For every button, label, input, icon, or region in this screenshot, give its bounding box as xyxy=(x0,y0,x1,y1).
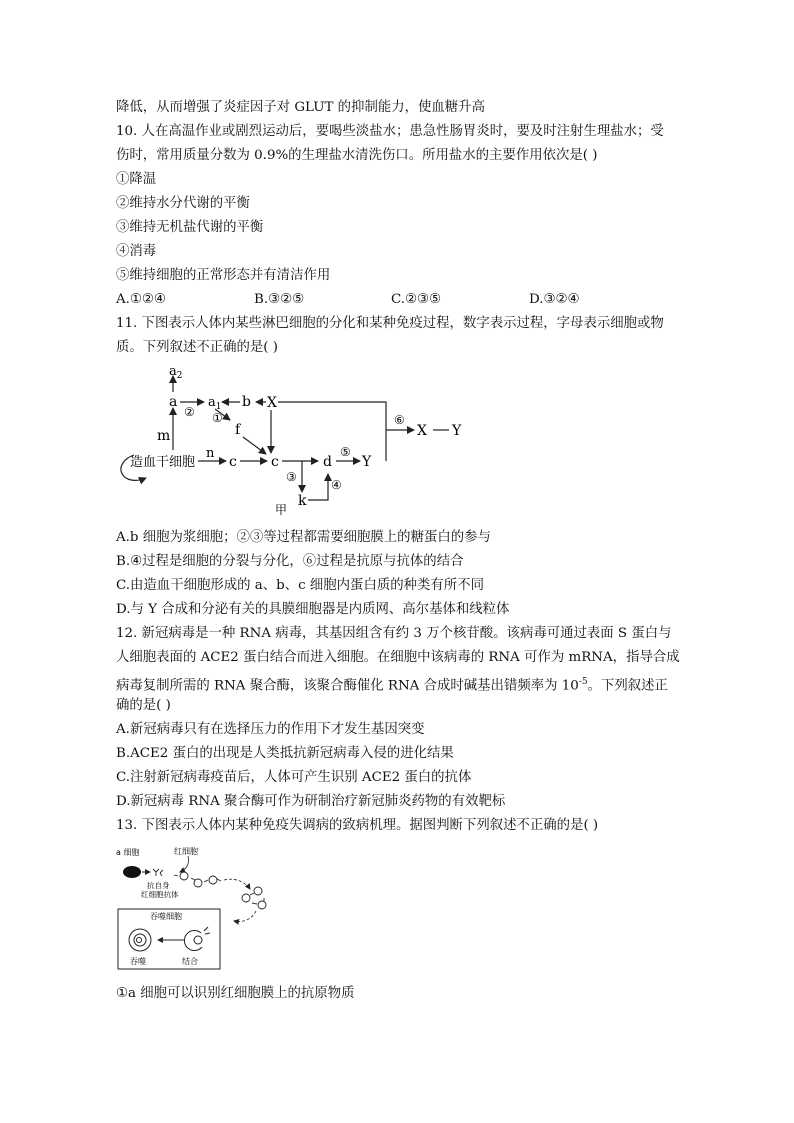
q11-figure xyxy=(116,360,476,520)
label-y2: Y xyxy=(452,423,462,439)
q10-option-a[interactable]: A.①②④ xyxy=(116,292,166,307)
label-x2: X xyxy=(417,423,427,439)
rbc-label: 红细胞 xyxy=(174,847,198,856)
question-10-stem-cont: 伤时，常用质量分数为 0.9%的生理盐水清洗伤口。所用盐水的主要作用依次是( ) xyxy=(116,148,598,163)
label-n: n xyxy=(206,446,215,461)
q11-option-c[interactable]: C.由造血干细胞形成的 a、b、c 细胞内蛋白质的种类有所不同 xyxy=(116,578,484,593)
label-k: k xyxy=(298,493,307,509)
q12-option-c[interactable]: C.注射新冠病毒疫苗后，人体可产生识别 ACE2 蛋白的抗体 xyxy=(116,770,472,785)
question-13-stem: 13. 下图表示人体内某种免疫失调病的致病机理。据图判断下列叙述不正确的是( ) xyxy=(116,818,599,833)
q12-option-d[interactable]: D.新冠病毒 RNA 聚合酶可作为研制治疗新冠肺炎药物的有效靶标 xyxy=(116,794,506,809)
label-jia: 甲 xyxy=(275,503,288,517)
a-cell-shape xyxy=(123,866,141,878)
label-a1: $a_1$ xyxy=(208,395,222,412)
label-c2: c xyxy=(271,454,279,470)
question-11-stem-cont: 质。下列叙述不正确的是( ) xyxy=(116,340,279,355)
label-y: Y xyxy=(362,454,372,470)
label-a2: $a_2$ xyxy=(169,364,183,381)
stem-cell-label: 造血干细胞 xyxy=(130,455,196,470)
process-2: ② xyxy=(184,405,195,419)
engulf-label: 吞噬 xyxy=(130,957,146,966)
label-b: b xyxy=(242,394,251,410)
q11-option-b[interactable]: B.④过程是细胞的分裂与分化，⑥过程是抗原与抗体的结合 xyxy=(116,554,464,569)
process-3: ③ xyxy=(286,470,297,484)
label-a: a xyxy=(169,394,178,410)
q12-option-b[interactable]: B.ACE2 蛋白的出现是人类抵抗新冠病毒入侵的进化结果 xyxy=(116,746,454,761)
question-12-stem-cont3: 确的是( ) xyxy=(116,698,171,713)
engulf-cell-icon xyxy=(129,929,151,951)
q13-statement-1: ①a 细胞可以识别红细胞膜上的抗原物质 xyxy=(116,986,355,1001)
label-c1: c xyxy=(229,454,237,470)
q10-option-c[interactable]: C.②③⑤ xyxy=(391,292,442,307)
question-12-stem-cont: 人细胞表面的 ACE2 蛋白结合而进入细胞。在细胞中该病毒的 RNA 可作为 mRNA，指导合成 xyxy=(116,650,680,665)
process-4: ④ xyxy=(331,478,342,492)
label-m: m xyxy=(157,428,171,444)
item-5: ⑤维持细胞的正常形态并有清洁作用 xyxy=(116,268,331,283)
q12-option-a[interactable]: A.新冠病毒只有在选择压力的作用下才发生基因突变 xyxy=(116,722,425,737)
q10-option-b[interactable]: B.③②⑤ xyxy=(254,292,305,307)
label-x: X xyxy=(267,395,277,411)
bind-cell-icon xyxy=(184,927,210,951)
question-12-stem: 12. 新冠病毒是一种 RNA 病毒，其基因组含有约 3 万个核苷酸。该病毒可通过表面 S 蛋白与 xyxy=(116,626,672,641)
q11-option-a[interactable]: A.b 细胞为浆细胞；②③等过程都需要细胞膜上的糖蛋白的参与 xyxy=(116,530,491,545)
q11-option-d[interactable]: D.与 Y 合成和分泌有关的具膜细胞器是内质网、高尔基体和线粒体 xyxy=(116,602,510,617)
question-10-stem: 10. 人在高温作业或剧烈运动后，要喝些淡盐水；患急性肠胃炎时，要及时注射生理盐水；受 xyxy=(116,124,664,139)
antibody-label-2: 红细胞抗体 xyxy=(141,890,179,899)
item-1: ①降温 xyxy=(116,172,157,187)
phagocyte-label: 吞噬细胞 xyxy=(150,912,182,921)
bind-label: 结合 xyxy=(182,957,198,966)
item-4: ④消毒 xyxy=(116,244,157,259)
q10-option-d[interactable]: D.③②④ xyxy=(529,292,580,307)
process-6: ⑥ xyxy=(394,413,405,427)
antibody-label-1: 抗自身 xyxy=(147,881,170,890)
label-d: d xyxy=(323,454,332,470)
text-line: 降低，从而增强了炎症因子对 GLUT 的抑制能力，使血糖升高 xyxy=(116,100,485,115)
process-5: ⑤ xyxy=(340,445,351,459)
question-12-stem-cont2: 病毒复制所需的 RNA 聚合酶，该聚合酶催化 RNA 合成时碱基出错频率为 $10^{-5}$。下列叙述正 xyxy=(116,677,668,694)
question-11-stem: 11. 下图表示人体内某些淋巴细胞的分化和某种免疫过程，数字表示过程，字母表示细胞或物 xyxy=(116,316,664,331)
label-f: f xyxy=(235,422,241,438)
item-3: ③维持无机盐代谢的平衡 xyxy=(116,220,264,235)
antibody-icon xyxy=(153,869,163,876)
q13-figure xyxy=(116,843,286,973)
item-2: ②维持水分代谢的平衡 xyxy=(116,196,250,211)
rbc-icon xyxy=(174,872,266,909)
process-1: ① xyxy=(212,411,223,425)
a-cell-label: a 细胞 xyxy=(116,848,140,857)
